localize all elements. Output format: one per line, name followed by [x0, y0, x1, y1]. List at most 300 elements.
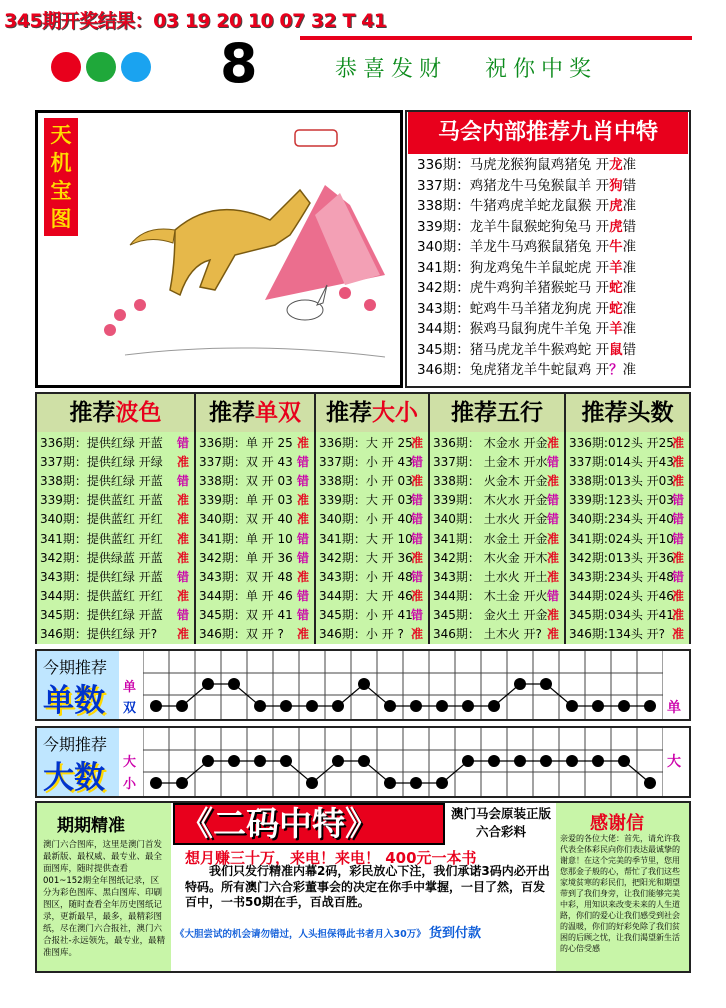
title-char: 机 — [50, 151, 72, 175]
column-row — [319, 491, 425, 510]
column-row — [569, 625, 686, 644]
column-row — [569, 568, 686, 587]
row-text: 猴鸡马鼠狗虎牛羊兔 开 — [469, 321, 610, 337]
row-text: 337期： 土金木 开水 — [433, 455, 548, 470]
row-text: 蛇鸡牛马羊猪龙狗虎 开 — [469, 300, 610, 317]
column-row — [569, 510, 686, 529]
row-status: 准 — [622, 198, 637, 214]
row-status: 准 — [410, 627, 423, 641]
promise-text: 我们只发行精准内幕2码，彩民放心下注，我们承诺3码内必开出特码。所有澳门六合彩董事会的决定在你手中掌握，一目了然，百发百中，一书50期在手，百战百胜。 — [185, 864, 550, 909]
nine-zodiac-title: 马会内部推荐九肖中特 — [408, 112, 688, 154]
row-status: 准 — [622, 362, 637, 378]
trend-label-small: 今期推荐 — [43, 658, 108, 677]
row-text: 346期：小 开 ? — [319, 627, 404, 641]
big-small-trend-chart — [143, 728, 663, 796]
nine-zodiac-row — [417, 155, 636, 175]
odd-even-trend-chart — [143, 651, 663, 719]
row-text: 340期：提供蓝红 开红 — [40, 512, 163, 527]
trend-point — [592, 700, 604, 712]
column-row — [40, 549, 191, 568]
trend-row-label-odd: 单 — [123, 680, 137, 695]
column-row — [40, 606, 191, 625]
nine-zodiac-row — [417, 258, 636, 278]
trend-label-small: 今期推荐 — [43, 735, 108, 754]
trend-point — [410, 700, 422, 712]
accurate-title: 期期精准 — [57, 816, 125, 836]
trend-point — [202, 678, 214, 690]
trend-row-label-big: 大 — [123, 755, 137, 770]
row-text: 339期：大 开 03 — [319, 493, 413, 508]
red-ball-icon — [51, 52, 81, 82]
column-row — [569, 434, 686, 453]
row-status: 准 — [546, 531, 559, 546]
row-status: 准 — [296, 512, 309, 527]
nine-zodiac-row — [417, 299, 636, 319]
trend-point — [436, 700, 448, 712]
trend-point — [410, 777, 422, 789]
row-text: 340期：双 开 40 — [199, 512, 293, 527]
slogan-1: 恭喜发财 — [335, 57, 448, 82]
trend-point — [150, 700, 162, 712]
header-divider — [300, 36, 692, 40]
column-row — [199, 625, 311, 644]
column-row — [319, 587, 425, 606]
slogan — [335, 52, 695, 83]
row-status: 错 — [296, 607, 309, 622]
column-row — [433, 472, 561, 491]
trend-point — [618, 700, 630, 712]
row-status: 错 — [410, 512, 423, 527]
column-row — [319, 568, 425, 587]
trend-label-big: 大数 — [43, 760, 105, 796]
trend-point — [358, 755, 370, 767]
row-text: 339期:123头 开03 — [569, 493, 674, 508]
row-status: 错 — [546, 455, 559, 470]
column-header — [566, 394, 689, 432]
row-result: 羊 — [609, 259, 623, 276]
row-text: 兔虎猪龙羊牛蛇鼠鸡 开 — [469, 362, 610, 378]
trend-point — [358, 678, 370, 690]
trend-point — [644, 777, 656, 789]
trend-label-big: 单数 — [43, 683, 105, 719]
row-text: 340期： 土水火 开金 — [433, 512, 548, 527]
row-text: 马虎龙猴狗鼠鸡猪兔 开 — [469, 157, 610, 173]
row-status: 错 — [296, 588, 309, 603]
row-text: 牛猪鸡虎羊蛇龙鼠猴 开 — [469, 198, 610, 214]
column-header — [37, 394, 194, 432]
row-period: 344期： — [417, 321, 470, 337]
column-header-a: 推荐头数 — [581, 400, 674, 426]
row-text: 343期:234头 开48 — [569, 569, 674, 584]
row-result: 羊 — [609, 321, 623, 337]
column-row — [569, 587, 686, 606]
row-text: 337期:014头 开43 — [569, 455, 674, 470]
row-text: 338期： 火金木 开金 — [433, 474, 548, 489]
column-row — [433, 625, 561, 644]
row-status: 准 — [176, 455, 189, 470]
row-period: 336期： — [417, 157, 470, 173]
erma-title: 《二码中特》 — [180, 804, 378, 843]
row-text: 344期：单 开 46 — [199, 588, 293, 603]
row-text: 340期：小 开 40 — [319, 512, 413, 527]
row-status: 错 — [176, 436, 189, 450]
row-status: 准 — [546, 474, 559, 489]
row-status: 准 — [546, 627, 559, 641]
row-status: 准 — [296, 627, 309, 641]
trend-point — [280, 755, 292, 767]
column-row — [433, 606, 561, 625]
row-text: 341期：提供蓝红 开红 — [40, 531, 163, 546]
row-text: 羊龙牛马鸡猴鼠猪兔 开 — [469, 239, 610, 255]
row-status: 准 — [296, 569, 309, 584]
trend-point — [306, 700, 318, 712]
row-text: 343期：提供红绿 开蓝 — [40, 569, 163, 584]
row-text: 345期：小 开 41 — [319, 607, 413, 622]
column-row — [199, 510, 311, 529]
column-row — [319, 510, 425, 529]
row-status: 错 — [296, 531, 309, 546]
row-text: 339期：单 开 03 — [199, 493, 293, 508]
row-text: 341期：单 开 10 — [199, 531, 293, 546]
row-status: 错 — [410, 455, 423, 470]
trend-point — [436, 777, 448, 789]
trend-point — [566, 755, 578, 767]
trend-point — [306, 777, 318, 789]
accurate-box — [37, 803, 171, 971]
row-text: 337期：提供红绿 开绿 — [40, 455, 163, 470]
row-status: 准 — [546, 607, 559, 622]
nine-zodiac-row — [417, 237, 636, 257]
row-status: 准 — [622, 321, 637, 337]
row-result: 牛 — [609, 239, 623, 255]
row-period: 339期： — [417, 218, 470, 235]
row-text: 337期：双 开 43 — [199, 455, 293, 470]
trend-point — [280, 700, 292, 712]
trend-point — [566, 700, 578, 712]
row-status: 准 — [622, 157, 637, 173]
nine-zodiac-row — [417, 319, 636, 339]
row-status: 准 — [546, 569, 559, 584]
column-header-b: 单双 — [255, 400, 301, 426]
dog-rabbit-illustration — [95, 125, 395, 380]
row-text: 345期：双 开 41 — [199, 607, 293, 622]
column-row — [569, 549, 686, 568]
row-text: 345期：提供红绿 开蓝 — [40, 607, 163, 622]
row-text: 338期：小 开 03 — [319, 474, 413, 489]
trend-point — [150, 777, 162, 789]
picture-title — [44, 118, 78, 236]
row-status: 准 — [176, 588, 189, 603]
row-status: 错 — [546, 588, 559, 603]
column-header-b: 大小 — [372, 400, 418, 426]
column-row — [319, 549, 425, 568]
trend-point — [644, 700, 656, 712]
nine-zodiac-row — [417, 217, 636, 237]
accurate-text: 澳门六合图库，这里是澳门首发最新版、最权威、最专业、最全面图库，随时提供查看001~152期全年图纸记录，区分为彩色图库、黑白图库、印刷图区，随时查看全年历史图纸记录，更新最早，最多，最精彩图纸，尽在澳门六合报社，澳门六合报社-永远领先，最专业，最精准图库。 — [43, 840, 166, 958]
column-header-a: 推荐 — [209, 400, 255, 426]
row-text: 344期:024头 开46 — [569, 588, 674, 603]
column-row — [319, 606, 425, 625]
row-text: 343期： 土水火 开土 — [433, 569, 548, 584]
row-status: 错 — [671, 569, 684, 584]
row-text: 338期:013头 开03 — [569, 474, 674, 489]
row-text: 344期： 木土金 开火 — [433, 588, 548, 603]
column-row — [433, 530, 561, 549]
row-text: 340期:234头 开40 — [569, 512, 674, 527]
column-row — [40, 472, 191, 491]
row-text: 龙羊牛鼠猴蛇狗兔马 开 — [469, 218, 610, 235]
title-char: 宝 — [50, 179, 72, 203]
row-result: 虎 — [609, 218, 623, 235]
row-status: 错 — [296, 474, 309, 489]
trend-point — [228, 678, 240, 690]
trend-pick-tag: 大 — [667, 751, 681, 771]
trend-point — [514, 678, 526, 690]
trend-point — [384, 700, 396, 712]
row-result: 蛇 — [609, 280, 623, 296]
row-text: 341期:024头 开10 — [569, 531, 674, 546]
trend-point — [540, 678, 552, 690]
cod-badge: 货到付款 — [429, 926, 482, 941]
trend-point — [332, 700, 344, 712]
row-period: 345期： — [417, 341, 470, 358]
row-text: 336期：单 开 25 — [199, 436, 293, 450]
row-status: 准 — [296, 436, 309, 450]
row-text: 339期： 木火水 开金 — [433, 493, 548, 508]
row-status: 错 — [176, 569, 189, 584]
row-period: 346期： — [417, 362, 470, 378]
column-row — [433, 568, 561, 587]
row-status: 错 — [296, 455, 309, 470]
row-text: 344期：大 开 46 — [319, 588, 413, 603]
row-text: 346期： 土木火 开? — [433, 627, 542, 641]
row-text: 336期：提供红绿 开蓝 — [40, 436, 163, 450]
trend-point — [488, 755, 500, 767]
row-text: 猪马虎龙羊牛猴鸡蛇 开 — [469, 341, 610, 358]
row-status: 准 — [671, 455, 684, 470]
row-text: 336期：大 开 25 — [319, 436, 413, 450]
column-row — [569, 472, 686, 491]
row-text: 346期：双 开 ? — [199, 627, 284, 641]
column-row — [569, 491, 686, 510]
results-header: 345期开奖结果：03 19 20 10 07 32 T 41 — [4, 10, 387, 32]
row-status: 错 — [622, 177, 637, 194]
row-text: 341期： 水金土 开金 — [433, 531, 548, 546]
column-row — [199, 606, 311, 625]
slogan-2: 祝你中奖 — [485, 57, 598, 82]
column-row — [569, 453, 686, 472]
thanks-letter-box — [556, 803, 689, 971]
nine-zodiac-row — [417, 340, 636, 360]
trend-point — [514, 755, 526, 767]
trend-point — [462, 755, 474, 767]
row-status: 准 — [176, 531, 189, 546]
nine-zodiac-row — [417, 278, 636, 298]
row-text: 344期：提供蓝红 开红 — [40, 588, 163, 603]
column-row — [199, 453, 311, 472]
column-row — [199, 434, 311, 453]
trend-point — [254, 755, 266, 767]
row-status: 错 — [546, 512, 559, 527]
row-status: 准 — [176, 627, 189, 641]
column-row — [433, 510, 561, 529]
row-status: 准 — [410, 588, 423, 603]
column-row — [40, 568, 191, 587]
row-period: 341期： — [417, 259, 470, 276]
row-status: 错 — [176, 607, 189, 622]
row-status: 准 — [546, 550, 559, 565]
row-period: 343期： — [417, 300, 470, 317]
row-text: 345期： 金火土 开金 — [433, 607, 548, 622]
row-status: 准 — [622, 300, 637, 317]
row-status: 准 — [671, 588, 684, 603]
column-header-b: 波色 — [115, 400, 162, 426]
row-status: 错 — [410, 569, 423, 584]
column-row — [40, 434, 191, 453]
row-result: 狗 — [609, 177, 623, 194]
column-row — [40, 625, 191, 644]
column-row — [569, 530, 686, 549]
column-row — [40, 510, 191, 529]
nine-zodiac-row — [417, 196, 636, 216]
row-text: 336期： 木金水 开金 — [433, 436, 548, 450]
row-text: 337期：小 开 43 — [319, 455, 413, 470]
column-header-a: 推荐 — [326, 400, 372, 426]
row-text: 338期：提供红绿 开蓝 — [40, 474, 163, 489]
trend-point — [176, 700, 188, 712]
row-status: 错 — [622, 218, 637, 235]
column-row — [199, 587, 311, 606]
row-status: 错 — [410, 493, 423, 508]
trend-point — [384, 777, 396, 789]
row-period: 337期： — [417, 177, 470, 194]
row-text: 345期:034头 开41 — [569, 607, 674, 622]
row-status: 准 — [671, 607, 684, 622]
trend-point — [488, 700, 500, 712]
row-text: 342期：提供绿蓝 开蓝 — [40, 550, 163, 565]
thanks-text: 亲爱的各位大佬：首先，请允许我代表全体彩民向你们表达最诚挚的谢意！在这个完美的季节里，您用您那金子般的心，帮忙了我们这些家境贫寒的彩民们，把阳光和期望带到了我们身旁，让我们能够完美中彩，用知识来改变未来的人生道路，你们的爱心让我们感受到社会的温暖，你们的好彩免除了我们贫困的后顾之忧，让我们渴望新生活的心倍受感 — [560, 834, 680, 953]
trend-point — [592, 755, 604, 767]
column-row — [40, 530, 191, 549]
column-row — [433, 491, 561, 510]
title-char: 图 — [50, 207, 72, 231]
odd-trend-label — [37, 651, 119, 719]
trend-point — [462, 700, 474, 712]
thanks-title: 感谢信 — [590, 813, 644, 834]
trend-row-label-small: 小 — [123, 777, 137, 792]
row-status: 准 — [176, 512, 189, 527]
column-row — [569, 606, 686, 625]
row-text: 339期：提供蓝红 开蓝 — [40, 493, 163, 508]
column-row — [319, 453, 425, 472]
row-text: 343期：双 开 48 — [199, 569, 293, 584]
column-row — [199, 491, 311, 510]
row-status: 错 — [296, 550, 309, 565]
row-text: 338期：双 开 03 — [199, 474, 293, 489]
row-status: 错 — [671, 493, 684, 508]
row-status: 准 — [671, 474, 684, 489]
row-status: 准 — [410, 436, 423, 450]
trend-point — [176, 777, 188, 789]
row-status: 错 — [622, 341, 637, 358]
trend-point — [618, 755, 630, 767]
column-row — [199, 530, 311, 549]
row-result: 蛇 — [609, 300, 623, 317]
column-row — [319, 530, 425, 549]
column-row — [40, 491, 191, 510]
title-char: 天 — [50, 123, 72, 147]
trend-point — [254, 700, 266, 712]
row-text: 341期：大 开 10 — [319, 531, 413, 546]
row-text: 342期:013头 开36 — [569, 550, 674, 565]
column-row — [319, 625, 425, 644]
column-header-a: 推荐五行 — [451, 400, 543, 426]
column-row — [433, 434, 561, 453]
row-result: ？ — [609, 362, 623, 378]
row-result: 鼠 — [609, 341, 623, 358]
row-status: 准 — [671, 627, 684, 641]
issue-big-number: 8 — [220, 32, 258, 95]
row-text: 343期：小 开 48 — [319, 569, 413, 584]
green-ball-icon — [86, 52, 116, 82]
foot-line — [175, 922, 481, 941]
row-text: 346期:134头 开? — [569, 627, 666, 641]
row-text: 鸡猪龙牛马兔猴鼠羊 开 — [469, 177, 610, 194]
column-header — [316, 394, 428, 432]
row-status: 错 — [176, 474, 189, 489]
column-row — [319, 472, 425, 491]
row-text: 336期:012头 开25 — [569, 436, 674, 450]
trend-point — [202, 755, 214, 767]
trend-point — [228, 755, 240, 767]
column-row — [433, 453, 561, 472]
row-status: 错 — [671, 531, 684, 546]
row-result: 虎 — [609, 198, 623, 214]
trend-row-label-even: 双 — [123, 701, 137, 716]
big-trend-label — [37, 728, 119, 796]
row-text: 虎牛鸡狗羊猪猴蛇马 开 — [469, 280, 610, 296]
column-header — [196, 394, 314, 432]
column-row — [319, 434, 425, 453]
row-result: 龙 — [609, 157, 623, 173]
column-header-a: 推荐 — [69, 400, 116, 426]
column-header — [430, 394, 564, 432]
row-status: 准 — [622, 280, 637, 296]
blue-ball-icon — [121, 52, 151, 82]
column-row — [40, 587, 191, 606]
column-row — [199, 568, 311, 587]
nine-zodiac-row — [417, 360, 636, 380]
row-status: 准 — [176, 550, 189, 565]
row-status: 错 — [546, 493, 559, 508]
foot-note: 《大胆尝试的机会请勿错过，人头担保得此书者月入30万》 — [175, 929, 426, 940]
row-status: 准 — [546, 436, 559, 450]
row-status: 错 — [410, 531, 423, 546]
macau-original-text: 澳门马会原装正版六合彩料 — [450, 806, 551, 839]
row-text: 342期： 木火金 开木 — [433, 550, 548, 565]
row-status: 错 — [671, 512, 684, 527]
row-status: 错 — [410, 607, 423, 622]
column-row — [433, 587, 561, 606]
row-period: 338期： — [417, 198, 470, 214]
trend-pick-tag: 单 — [667, 697, 681, 717]
row-period: 340期： — [417, 239, 470, 255]
row-status: 准 — [622, 239, 637, 255]
row-status: 准 — [622, 259, 637, 276]
column-row — [199, 549, 311, 568]
row-text: 狗龙鸡兔牛羊鼠蛇虎 开 — [469, 259, 610, 276]
nine-zodiac-row — [417, 176, 636, 196]
